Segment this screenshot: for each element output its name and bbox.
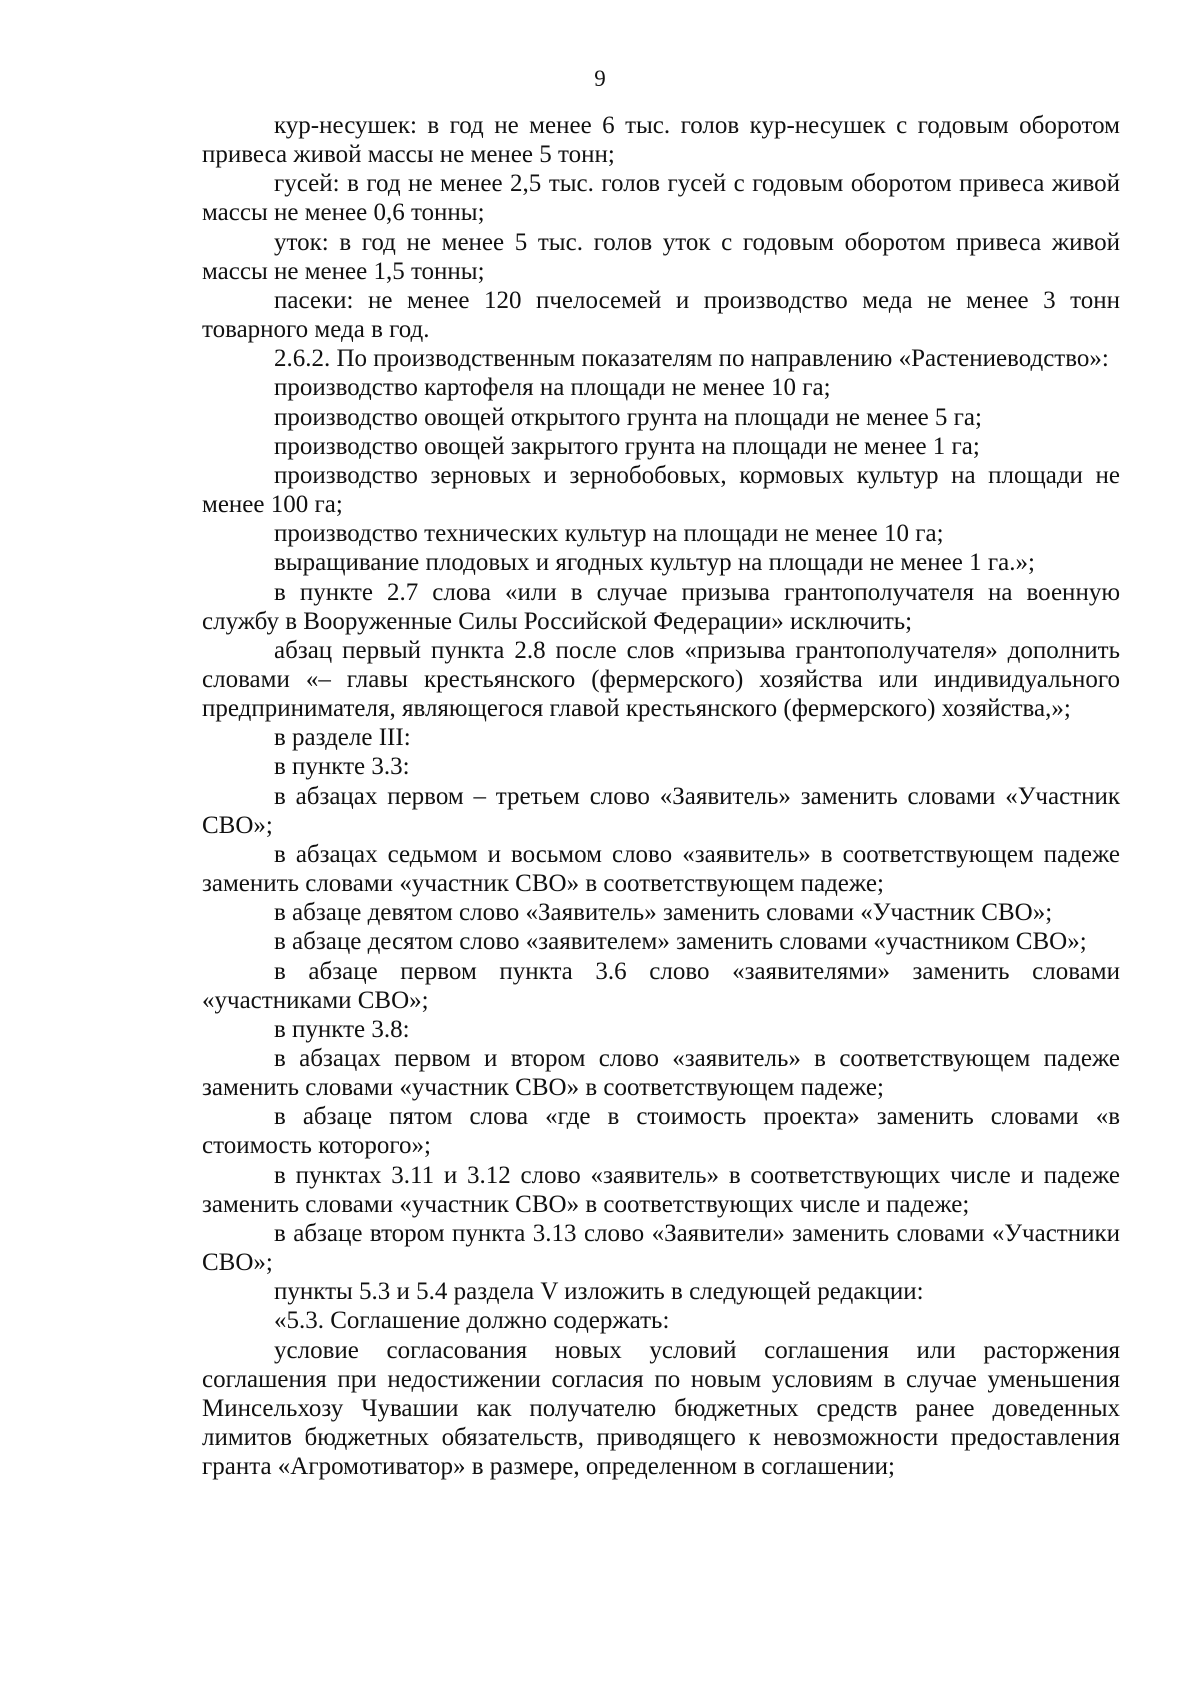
page-number: 9 [594,66,606,91]
paragraph: в абзаце первом пункта 3.6 слово «заявителями» заменить словами «участниками СВО»; [202,957,1120,1014]
paragraph: в пункте 2.7 слова «или в случае призыва грантополучателя на военную службу в Вооруженные Силы Российской Федерации» исключить; [202,578,1120,635]
paragraph: гусей: в год не менее 2,5 тыс. голов гусей с годовым оборотом привеса живой массы не менее 0,6 тонны; [202,170,1120,227]
paragraph: «5.3. Соглашение должно содержать: [274,1307,670,1335]
paragraph: производство овощей открытого грунта на площади не менее 5 га; [274,403,982,431]
paragraph: абзац первый пункта 2.8 после слов «призыва грантополучателя» дополнить словами «– главы крестьянского (фермерского) хозяйства или индивидуального предпринимателя, являющегося главой крестьянского (фермерского) хозяйства,»; [202,636,1120,723]
paragraph: в абзаце втором пункта 3.13 слово «Заявители» заменить словами «Участники СВО»; [202,1219,1120,1277]
paragraph: производство овощей закрытого грунта на площади не менее 1 га; [274,432,980,460]
document-body [202,111,1120,1481]
paragraph: уток: в год не менее 5 тыс. голов уток с годовым оборотом привеса живой массы не менее 1,5 тонны; [202,228,1120,285]
paragraph: в абзацах первом и втором слово «заявитель» в соответствующем падеже заменить словами «участник СВО» в соответствующем падеже; [202,1045,1120,1102]
paragraph: в абзацах первом – третьем слово «Заявитель» заменить словами «Участник СВО»; [202,782,1120,839]
paragraph: пасеки: не менее 120 пчелосемей и производство меда не менее 3 тонн товарного меда в год. [202,286,1120,344]
paragraph: выращивание плодовых и ягодных культур на площади не менее 1 га.»; [274,549,1035,577]
paragraph: 2.6.2. По производственным показателям по направлению «Растениеводство»: [274,345,1109,373]
paragraph: производство технических культур на площади не менее 10 га; [274,520,944,548]
paragraph: в пункте 3.8: [274,1015,410,1043]
paragraph: в пунктах 3.11 и 3.12 слово «заявитель» в соответствующих числе и падеже заменить словами «участник СВО» в соответствующих числе и падеже; [202,1161,1120,1218]
paragraph: пункты 5.3 и 5.4 раздела V изложить в следующей редакции: [274,1278,924,1306]
paragraph: производство картофеля на площади не менее 10 га; [274,374,831,402]
paragraph: в абзацах седьмом и восьмом слово «заявитель» в соответствующем падеже заменить словами «участник СВО» в соответствующем падеже; [202,840,1120,898]
paragraph: условие согласования новых условий соглашения или расторжения соглашения при недостижении согласия по новым условиям в случае уменьшения Минсельхозу Чувашии как получателю бюджетных средств ранее доведенных лимитов бюджетных обязательств, приводящего к невозможности предоставления гранта «Агромотиватор» в размере, определенном в соглашении; [202,1336,1120,1481]
paragraph: в абзаце девятом слово «Заявитель» заменить словами «Участник СВО»; [274,899,1053,927]
paragraph: в разделе III: [274,724,411,752]
paragraph: в абзаце пятом слова «где в стоимость проекта» заменить словами «в стоимость которого»; [202,1103,1120,1160]
paragraph: кур-несушек: в год не менее 6 тыс. голов кур-несушек с годовым оборотом привеса живой массы не менее 5 тонн; [202,112,1120,169]
paragraph: в пункте 3.3: [274,753,410,781]
paragraph: производство зерновых и зернобобовых, кормовых культур на площади не менее 100 га; [202,461,1120,519]
paragraph: в абзаце десятом слово «заявителем» заменить словами «участником СВО»; [274,928,1087,956]
